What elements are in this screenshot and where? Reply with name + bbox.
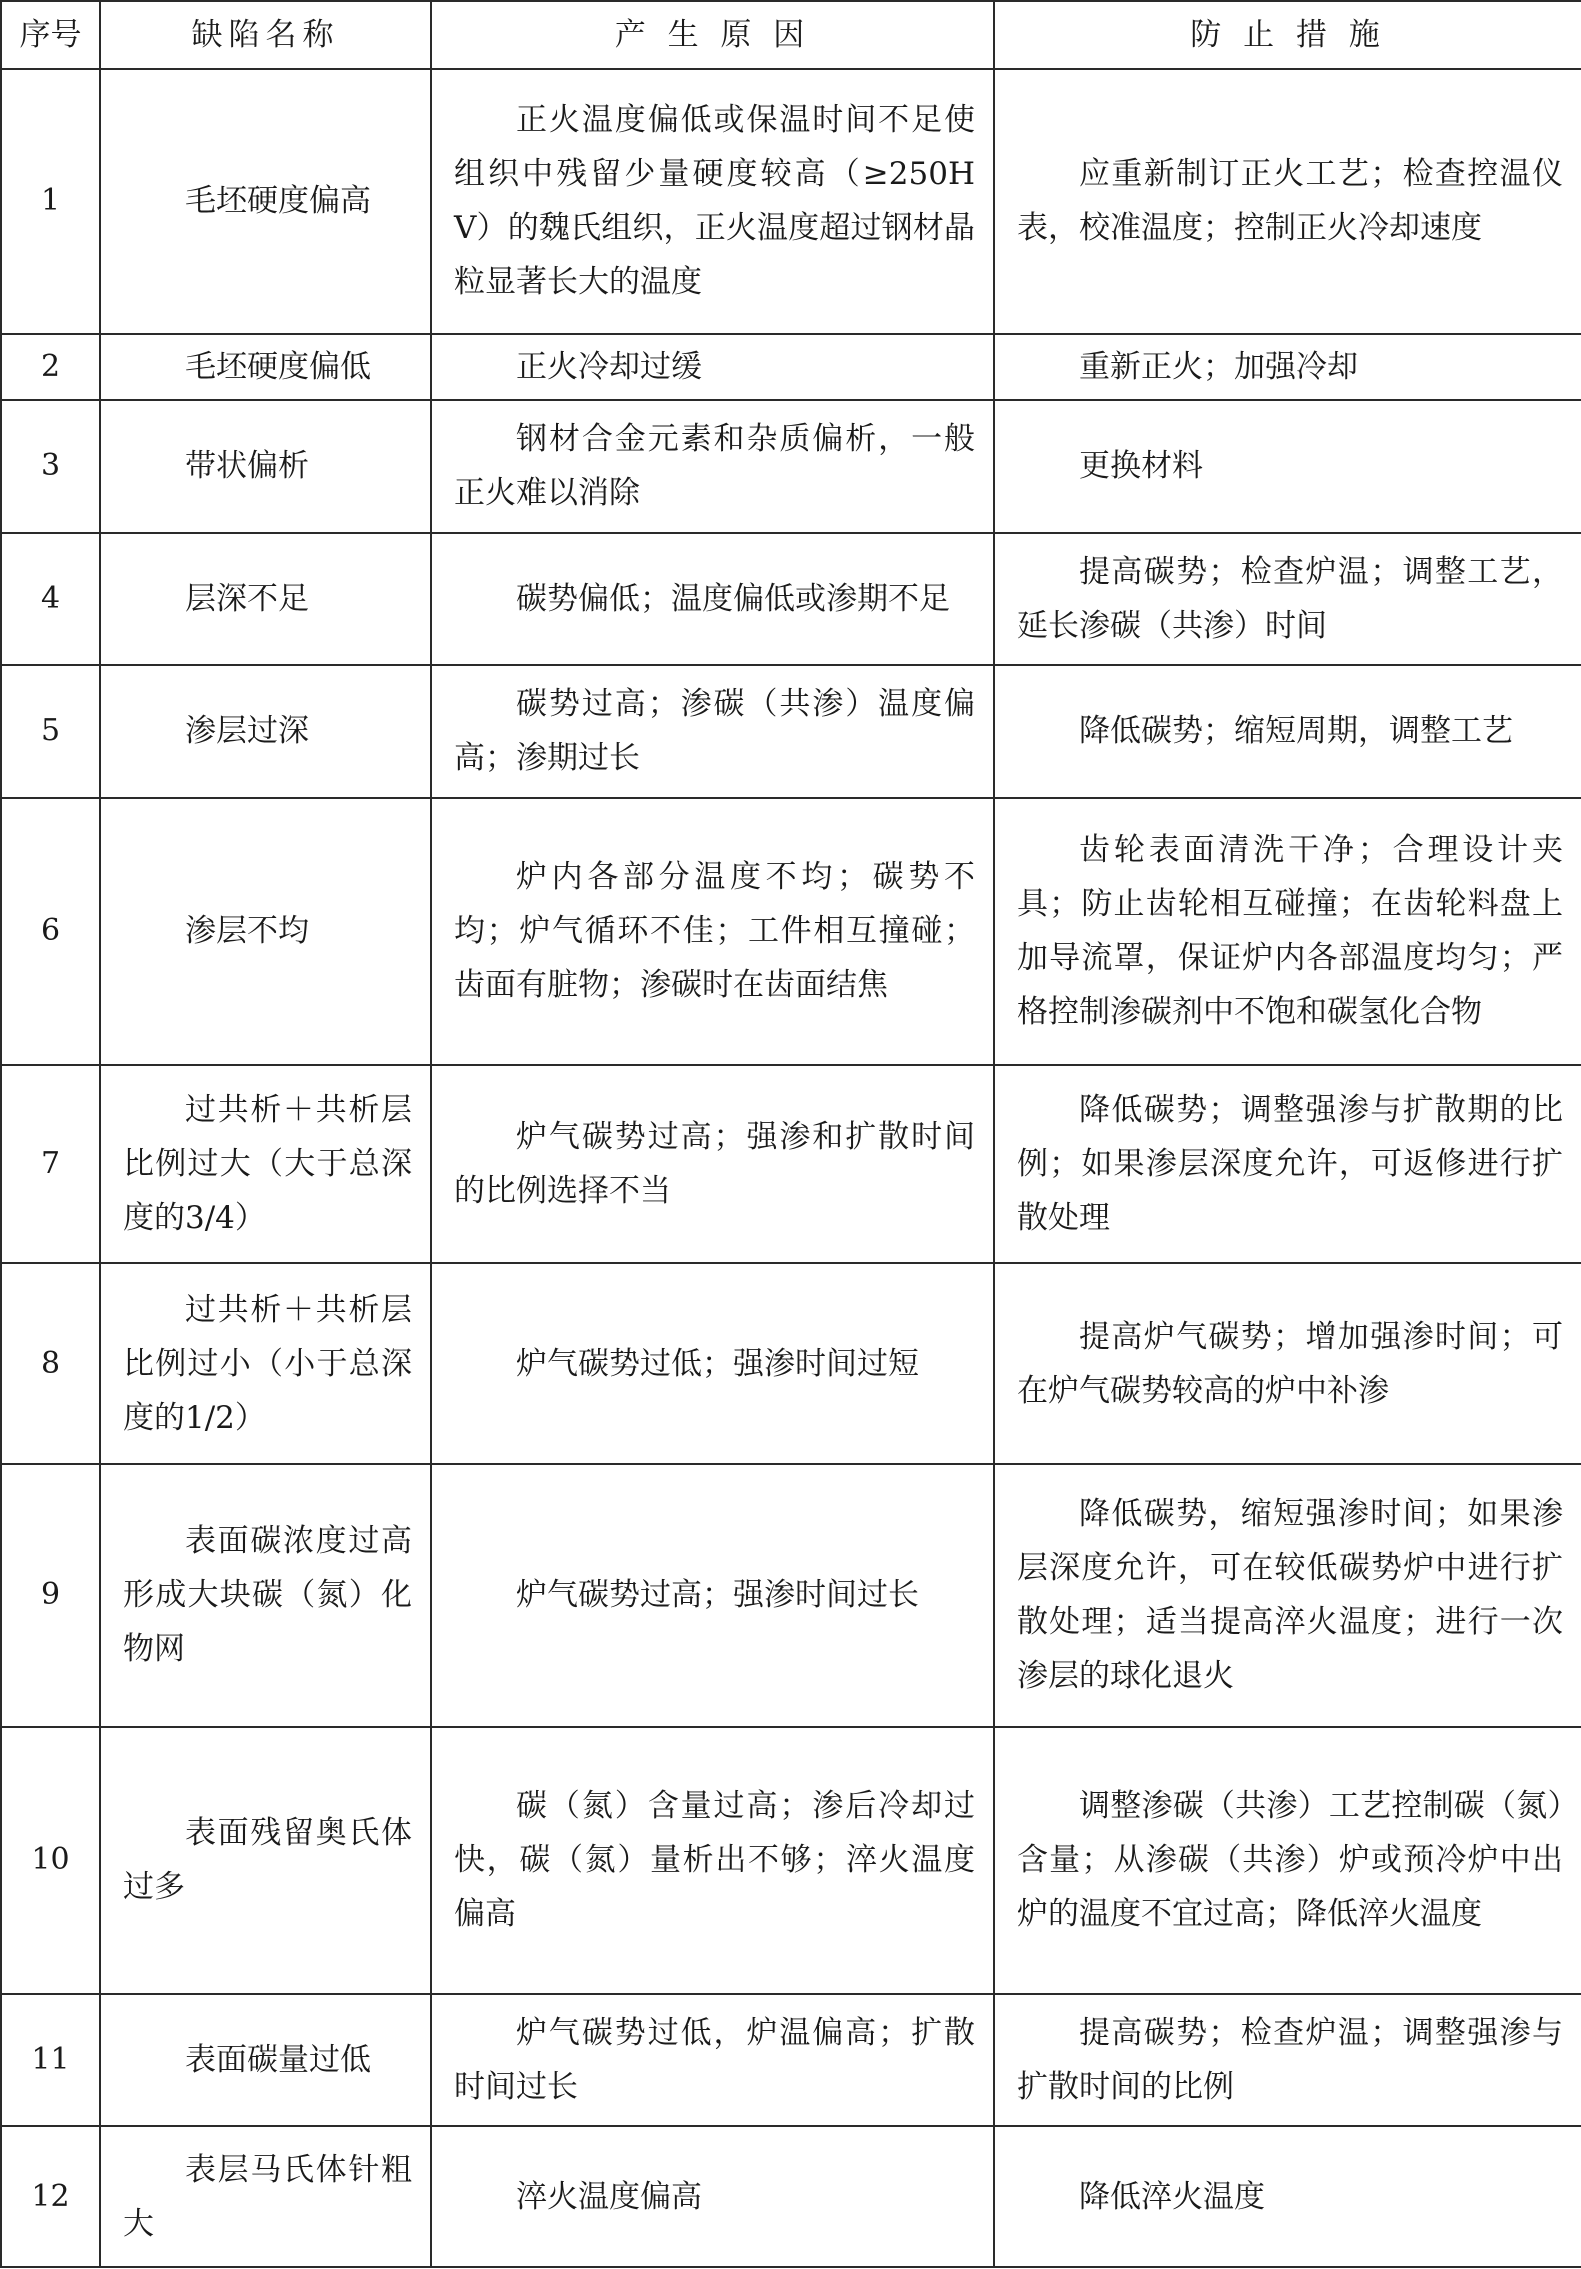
prevention-cell: 调整渗碳（共渗）工艺控制碳（氮）含量；从渗碳（共渗）炉或预冷炉中出炉的温度不宜过高；降低淬火温度 [994,1727,1581,1994]
defect-name-cell: 毛坯硬度偏低 [100,334,431,400]
cause-cell: 钢材合金元素和杂质偏析，一般正火难以消除 [431,400,994,532]
table-row [1,665,1581,797]
defect-name-cell: 层深不足 [100,533,431,665]
prevention-cell: 降低碳势；调整强渗与扩散期的比例；如果渗层深度允许，可返修进行扩散处理 [994,1065,1581,1264]
table-header-row [1,1,1581,69]
row-number: 5 [1,665,100,797]
row-number: 9 [1,1464,100,1727]
cause-cell: 淬火温度偏高 [431,2126,994,2267]
header-defect-name: 缺陷名称 [100,1,431,69]
table-row [1,1994,1581,2126]
table-row [1,334,1581,400]
header-cause: 产 生 原 因 [431,1,994,69]
prevention-cell: 提高碳势；检查炉温；调整工艺，延长渗碳（共渗）时间 [994,533,1581,665]
table-row [1,1464,1581,1727]
defect-name-cell: 表面碳浓度过高形成大块碳（氮）化物网 [100,1464,431,1727]
defect-name-cell: 渗层过深 [100,665,431,797]
row-number: 2 [1,334,100,400]
cause-cell: 炉气碳势过高；强渗和扩散时间的比例选择不当 [431,1065,994,1264]
row-number: 7 [1,1065,100,1264]
cause-cell: 炉气碳势过高；强渗时间过长 [431,1464,994,1727]
cause-cell: 正火温度偏低或保温时间不足使组织中残留少量硬度较高（≥250HV）的魏氏组织，正火温度超过钢材晶粒显著长大的温度 [431,69,994,334]
prevention-cell: 降低淬火温度 [994,2126,1581,2267]
defect-name-cell: 表层马氏体针粗大 [100,2126,431,2267]
table-row [1,69,1581,334]
row-number: 6 [1,798,100,1065]
cause-cell: 碳势过高；渗碳（共渗）温度偏高；渗期过长 [431,665,994,797]
defect-name-cell: 过共析＋共析层比例过大（大于总深度的3/4） [100,1065,431,1264]
cause-cell: 炉内各部分温度不均；碳势不均；炉气循环不佳；工件相互撞碰；齿面有脏物；渗碳时在齿面结焦 [431,798,994,1065]
defect-name-cell: 过共析＋共析层比例过小（小于总深度的1/2） [100,1263,431,1464]
prevention-cell: 齿轮表面清洗干净；合理设计夹具；防止齿轮相互碰撞；在齿轮料盘上加导流罩，保证炉内各部温度均匀；严格控制渗碳剂中不饱和碳氢化合物 [994,798,1581,1065]
table-row [1,2126,1581,2267]
cause-cell: 正火冷却过缓 [431,334,994,400]
defect-name-cell: 带状偏析 [100,400,431,532]
defect-name-cell: 毛坯硬度偏高 [100,69,431,334]
prevention-cell: 更换材料 [994,400,1581,532]
defect-name-cell: 渗层不均 [100,798,431,1065]
defect-name-cell: 表面碳量过低 [100,1994,431,2126]
row-number: 3 [1,400,100,532]
header-prevention: 防 止 措 施 [994,1,1581,69]
header-serial-number: 序号 [1,1,100,69]
row-number: 8 [1,1263,100,1464]
table-row [1,798,1581,1065]
cause-cell: 炉气碳势过低，炉温偏高；扩散时间过长 [431,1994,994,2126]
prevention-cell: 提高炉气碳势；增加强渗时间；可在炉气碳势较高的炉中补渗 [994,1263,1581,1464]
row-number: 10 [1,1727,100,1994]
cause-cell: 碳势偏低；温度偏低或渗期不足 [431,533,994,665]
prevention-cell: 重新正火；加强冷却 [994,334,1581,400]
row-number: 1 [1,69,100,334]
row-number: 12 [1,2126,100,2267]
prevention-cell: 降低碳势；缩短周期，调整工艺 [994,665,1581,797]
row-number: 11 [1,1994,100,2126]
table-row [1,400,1581,532]
table-row [1,1263,1581,1464]
cause-cell: 炉气碳势过低；强渗时间过短 [431,1263,994,1464]
prevention-cell: 应重新制订正火工艺；检查控温仪表，校准温度；控制正火冷却速度 [994,69,1581,334]
cause-cell: 碳（氮）含量过高；渗后冷却过快，碳（氮）量析出不够；淬火温度偏高 [431,1727,994,1994]
defect-name-cell: 表面残留奥氏体过多 [100,1727,431,1994]
table-row [1,1065,1581,1264]
table-row [1,1727,1581,1994]
row-number: 4 [1,533,100,665]
prevention-cell: 提高碳势；检查炉温；调整强渗与扩散时间的比例 [994,1994,1581,2126]
table-row [1,533,1581,665]
prevention-cell: 降低碳势，缩短强渗时间；如果渗层深度允许，可在较低碳势炉中进行扩散处理；适当提高淬火温度；进行一次渗层的球化退火 [994,1464,1581,1727]
